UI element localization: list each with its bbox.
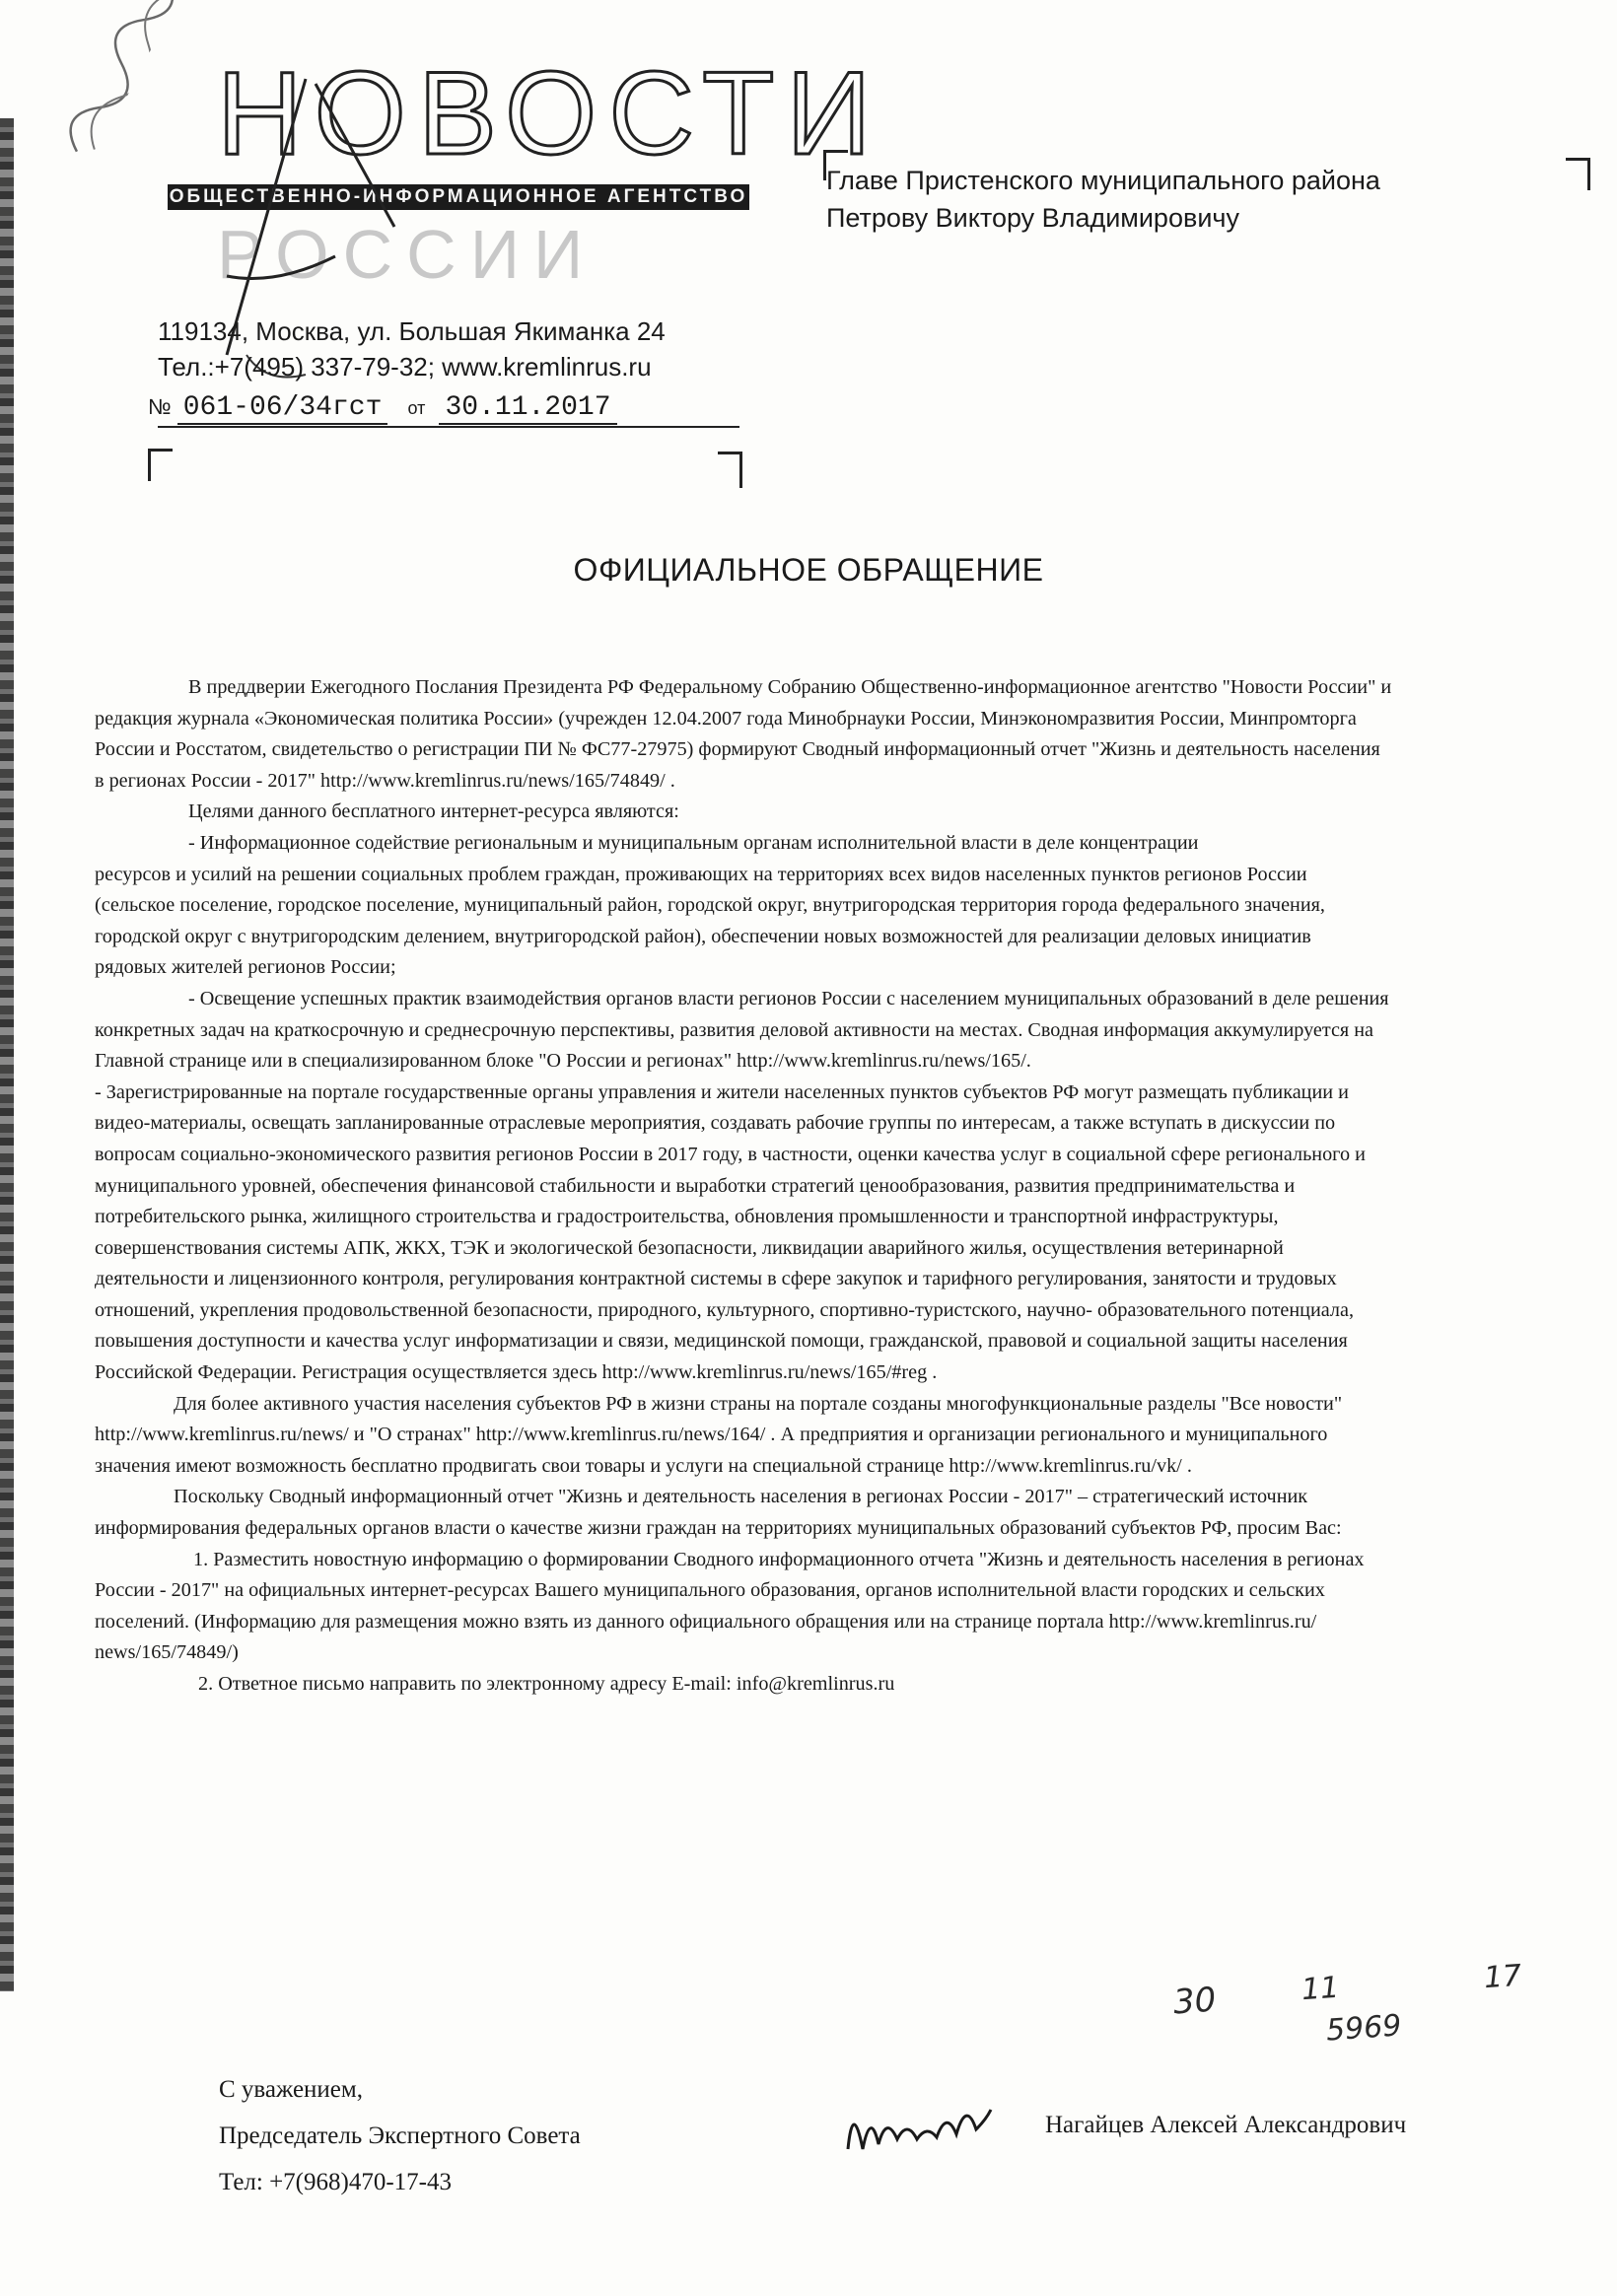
- registration-underline: [158, 426, 739, 428]
- scan-edge-artifact: [0, 118, 14, 1991]
- addressee-position: Главе Пристенского муниципального района: [826, 166, 1380, 195]
- letter-body: [95, 672, 1613, 1701]
- body-line: городской округ с внутригородским делением, внутригородской район), обеспечении новых возможностей для реализации деловых инициатив: [95, 925, 1311, 947]
- logo-ghost-word: РОССИИ: [217, 216, 598, 293]
- logo-band: ОБЩЕСТВЕННО-ИНФОРМАЦИОННОЕ АГЕНТСТВО: [168, 184, 749, 210]
- stamp-month: 11: [1300, 1970, 1341, 2008]
- body-line: - Информационное содействие региональным и муниципальным органам исполнительной власти в деле концентрации: [188, 831, 1199, 854]
- stamp-year: 17: [1482, 1958, 1523, 1996]
- body-line: информирования федеральных органов власти о качестве жизни граждан на территориях муниципальных образований субъектов РФ, просим Вас:: [95, 1517, 1342, 1540]
- body-line: (сельское поселение, городское поселение, муниципальный район, городской округ, внутригородская территория города федерального значения,: [95, 894, 1325, 917]
- document-title: ОФИЦИАЛЬНОЕ ОБРАЩЕНИЕ: [573, 552, 1044, 588]
- body-line: - Зарегистрированные на портале государственные органы управления и жители населенных пунктов субъектов РФ могут размещать публикации и: [95, 1080, 1349, 1103]
- body-line: значения имеют возможность бесплатно продвигать свои товары и услуги на специальной странице http://www.kremlinrus.ru/vk/ .: [95, 1454, 1192, 1477]
- body-line: рядовых жителей регионов России;: [95, 956, 396, 979]
- stamp-day: 30: [1171, 1980, 1218, 2023]
- body-line: России и Росстатом, свидетельство о регистрации ПИ № ФС77-27975) формируют Сводный информационный отчет "Жизнь и деятельность населения: [95, 738, 1380, 761]
- body-line: http://www.kremlinrus.ru/news/ и "О странах" http://www.kremlinrus.ru/news/164/ . А предприятия и организации регионального и муниципального: [95, 1424, 1328, 1446]
- body-line: ресурсов и усилий на решении социальных проблем граждан, проживающих на территориях всех видов населенных пунктов регионов России: [95, 863, 1307, 885]
- body-line: Целями данного бесплатного интернет-ресурса являются:: [188, 800, 679, 823]
- body-line: муниципального уровней, обеспечения финансовой стабильности и выработки стратегий ценообразования, развития предпринимательства и: [95, 1174, 1296, 1197]
- addressee-corner-right: [1566, 158, 1590, 190]
- signature-scribble: [843, 2090, 1001, 2169]
- body-line: 2. Ответное письмо направить по электронному адресу E-mail: info@kremlinrus.ru: [198, 1673, 895, 1695]
- number-prefix: №: [148, 394, 172, 419]
- body-line: видео-материалы, освещать запланированные отраслевые мероприятия, создавать рабочие группы по интересам, а также вступать в дискуссии по: [95, 1112, 1336, 1135]
- registration-line: [148, 392, 739, 423]
- closing-phone: Тел: +7(968)470-17-43: [219, 2169, 452, 2195]
- outgoing-number: 061-06/34гст: [177, 392, 388, 425]
- outgoing-date: 30.11.2017: [439, 392, 616, 425]
- addressee-name: Петрову Виктору Владимировичу: [826, 203, 1239, 233]
- signer-name: Нагайцев Алексей Александрович: [1045, 2112, 1407, 2138]
- body-line: - Освещение успешных практик взаимодействия органов власти регионов России с населением муниципальных образований в деле решения: [188, 987, 1389, 1009]
- body-line: Главной странице или в специализированном блоке "О России и регионах" http://www.kremlinrus.ru/news/165/.: [95, 1050, 1031, 1073]
- body-line: повышения доступности и качества услуг информатизации и связи, медицинской помощи, гражданской, правовой и социальной защиты населения: [95, 1330, 1348, 1353]
- body-line: отношений, укрепления продовольственной безопасности, природного, культурного, спортивно-туристского, научно- образовательного потенциала,: [95, 1298, 1355, 1321]
- closing-regards: С уважением,: [219, 2076, 363, 2103]
- body-line: совершенствования системы АПК, ЖКХ, ТЭК и экологической безопасности, ликвидации аварийного жилья, осуществления ветеринарной: [95, 1236, 1284, 1259]
- body-line: news/165/74849/): [95, 1641, 239, 1664]
- body-line: редакция журнала «Экономическая политика России» (учрежден 12.04.2007 года Минобрнауки России, Минэкономразвития России, Минпромторга: [95, 707, 1357, 730]
- closing-block: [219, 2066, 581, 2205]
- date-prefix: от: [407, 398, 426, 418]
- body-line: В преддверии Ежегодного Послания Президента РФ Федеральному Собранию Общественно-информационное агентство "Новости России" и: [188, 676, 1392, 698]
- sender-address: 119134, Москва, ул. Большая Якиманка 24: [158, 316, 666, 346]
- body-line: Для более активного участия населения субъектов РФ в жизни страны на портале созданы многофункциональные разделы "Все новости": [174, 1392, 1343, 1415]
- logo-word: НОВОСТИ: [217, 47, 883, 179]
- body-line: вопросам социально-экономического развития регионов России в 2017 году, в частности, оценки качества услуг в социальной сфере регионального и: [95, 1143, 1366, 1165]
- body-line: деятельности и лицензионного контроля, регулирования контрактной системы в сфере закупок и тарифного регулирования, занятости и трудовых: [95, 1268, 1337, 1290]
- body-line: поселений. (Информацию для размещения можно взять из данного официального обращения или на странице портала http://www.kremlinrus.ru/: [95, 1610, 1317, 1633]
- body-line: потребительского рынка, жилищного строительства и градостроительства, обновления промышленности и транспортной инфраструктуры,: [95, 1206, 1279, 1228]
- body-line: Российской Федерации. Регистрация осуществляется здесь http://www.kremlinrus.ru/news/165/#reg .: [95, 1361, 938, 1384]
- closing-position: Председатель Экспертного Совета: [219, 2122, 581, 2149]
- addressee: [826, 162, 1380, 237]
- address-corner-right: [718, 452, 742, 488]
- body-line: России - 2017" на официальных интернет-ресурсах Вашего муниципального образования, органов исполнительной власти городских и сельских: [95, 1579, 1325, 1602]
- body-line: конкретных задач на краткосрочную и среднесрочную перспективы, развития деловой активности на местах. Сводная информация аккумулируется на: [95, 1018, 1373, 1041]
- body-line: 1. Разместить новостную информацию о формировании Сводного информационного отчета "Жизнь и деятельность населения в регионах: [193, 1548, 1365, 1570]
- address-corner-left: [148, 449, 173, 481]
- sender-phone-site: Тел.:+7(495) 337-79-32; www.kremlinrus.ru: [158, 352, 652, 382]
- sender-contacts: [158, 313, 749, 384]
- stamp-number: 5969: [1324, 2008, 1403, 2049]
- body-line: в регионах России - 2017" http://www.kremlinrus.ru/news/165/74849/ .: [95, 769, 675, 792]
- body-line: Поскольку Сводный информационный отчет "Жизнь и деятельность населения в регионах России - 2017" – стратегический источник: [174, 1486, 1308, 1508]
